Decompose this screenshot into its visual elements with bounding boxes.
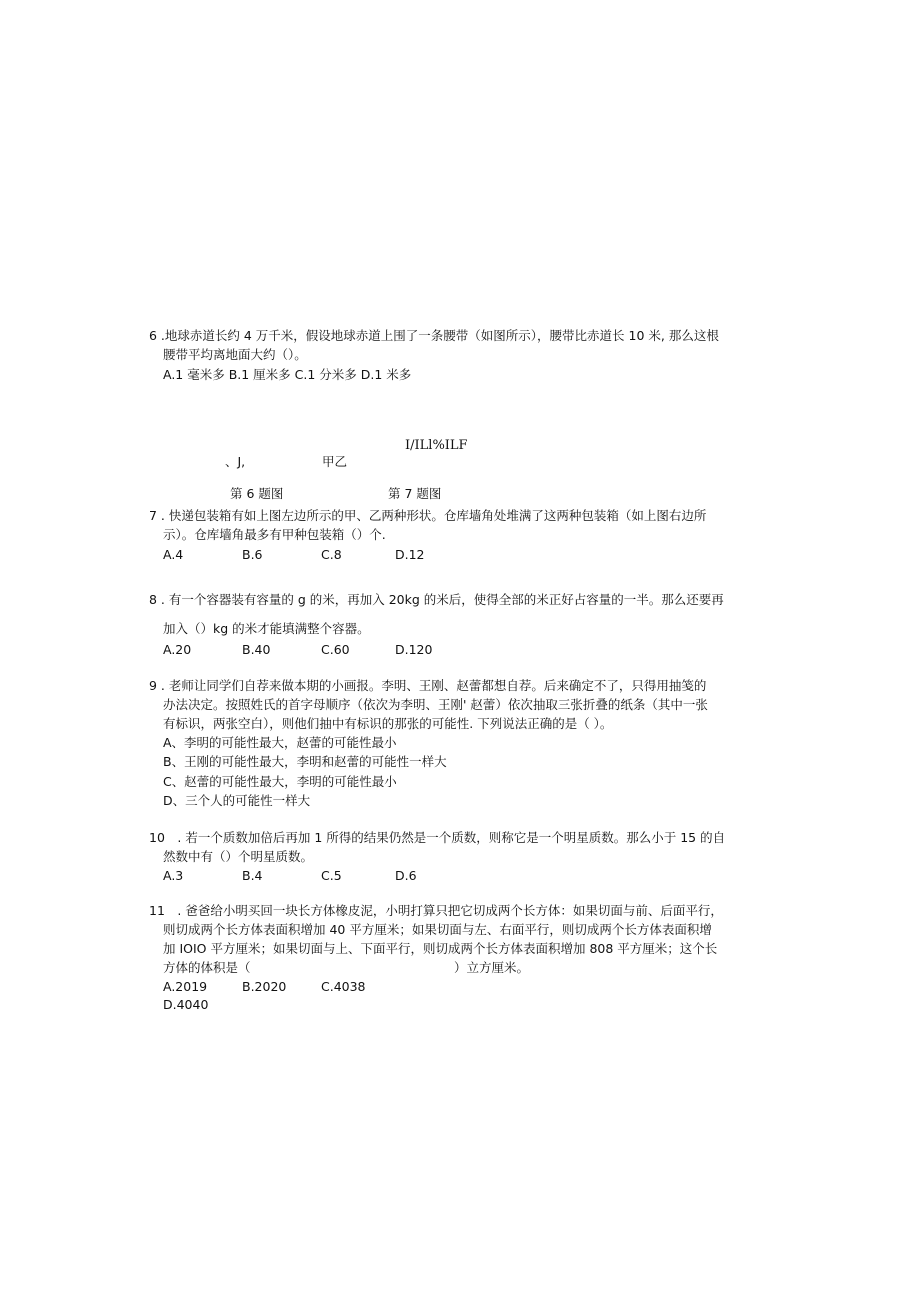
q10-option-c: C.5 bbox=[321, 868, 342, 883]
q11-line-2: 则切成两个长方体表面积增加 40 平方厘米；如果切面与左、右面平行，则切成两个长方体表面积增 bbox=[163, 922, 712, 937]
q9-line-3: 有标识，两张空白），则他们抽中有标识的那张的可能性. 下列说法正确的是（ ）。 bbox=[163, 716, 613, 731]
q7-option-a: A.4 bbox=[163, 547, 184, 562]
q11-option-c: C.4038 bbox=[321, 979, 366, 994]
q8-option-c: C.60 bbox=[321, 642, 350, 657]
q9-line-1: 9 . 老师让同学们自荐来做本期的小画报。李明、王刚、赵蕾都想自荐。后来确定不了，只得用抽笺的 bbox=[149, 678, 707, 693]
q7-line-2: 示）。仓库墙角最多有甲种包装箱（）个. bbox=[163, 527, 386, 542]
q10-option-b: B.4 bbox=[242, 868, 263, 883]
q7-option-d: D.12 bbox=[395, 547, 425, 562]
q11-line-4-start: 方体的体积是（ bbox=[163, 960, 251, 975]
q7-option-b: B.6 bbox=[242, 547, 263, 562]
q9-line-2: 办法决定。按照姓氏的首字母顺序（依次为李明、王刚' 赵蕾）依次抽取三张折叠的纸条（其中一张 bbox=[163, 697, 708, 712]
q8-option-d: D.120 bbox=[395, 642, 433, 657]
q11-option-d: D.4040 bbox=[163, 997, 209, 1012]
q11-line-4-end: ）立方厘米。 bbox=[454, 960, 530, 975]
figure-garbled-text: I/ILl%ILF bbox=[405, 438, 468, 453]
q10-option-d: D.6 bbox=[395, 868, 417, 883]
q9-option-a: A、李明的可能性最大，赵蕾的可能性最小 bbox=[163, 735, 397, 750]
figure-left-mark: 、J, bbox=[225, 454, 246, 469]
q9-option-b: B、王刚的可能性最大，李明和赵蕾的可能性一样大 bbox=[163, 754, 447, 769]
q6-options: A.1 毫米多 B.1 厘米多 C.1 分米多 D.1 米多 bbox=[163, 367, 412, 382]
q8-line-2: 加入（）kg 的米才能填满整个容器。 bbox=[163, 621, 370, 636]
q11-line-1: 11 . 爸爸给小明买回一块长方体橡皮泥，小明打算只把它切成两个长方体：如果切面与前、后面平行， bbox=[149, 903, 723, 918]
q8-option-a: A.20 bbox=[163, 642, 192, 657]
q10-line-2: 然数中有（）个明星质数。 bbox=[163, 849, 314, 864]
figure-caption-7: 第 7 题图 bbox=[388, 486, 442, 501]
q6-line-1: 6 .地球赤道长约 4 万千米，假设地球赤道上围了一条腰带（如图所示），腰带比赤道长 10 米, 那么这根 bbox=[149, 328, 719, 343]
q11-option-b: B.2020 bbox=[242, 979, 287, 994]
q7-line-1: 7 . 快递包装箱有如上图左边所示的甲、乙两种形状。仓库墙角处堆满了这两种包装箱（如上图右边所 bbox=[149, 508, 707, 523]
q11-option-a: A.2019 bbox=[163, 979, 208, 994]
q9-option-d: D、三个人的可能性一样大 bbox=[163, 793, 311, 808]
q8-option-b: B.40 bbox=[242, 642, 271, 657]
q7-option-c: C.8 bbox=[321, 547, 342, 562]
q10-line-1: 10 . 若一个质数加倍后再加 1 所得的结果仍然是一个质数，则称它是一个明星质数。那么小于 15 的自 bbox=[149, 830, 726, 845]
q10-option-a: A.3 bbox=[163, 868, 184, 883]
q9-option-c: C、赵蕾的可能性最大，李明的可能性最小 bbox=[163, 774, 397, 789]
q11-line-3: 加 IOIO 平方厘米；如果切面与上、下面平行，则切成两个长方体表面积增加 808 平方厘米；这个长 bbox=[163, 941, 718, 956]
figure-caption-6: 第 6 题图 bbox=[230, 486, 284, 501]
q8-line-1: 8 . 有一个容器装有容量的 g 的米，再加入 20kg 的米后，使得全部的米正好占容量的一半。那么还要再 bbox=[149, 592, 724, 607]
figure-jia-yi-label: 甲乙 bbox=[322, 454, 348, 469]
q6-line-2: 腰带平均离地面大约（）。 bbox=[163, 347, 307, 362]
